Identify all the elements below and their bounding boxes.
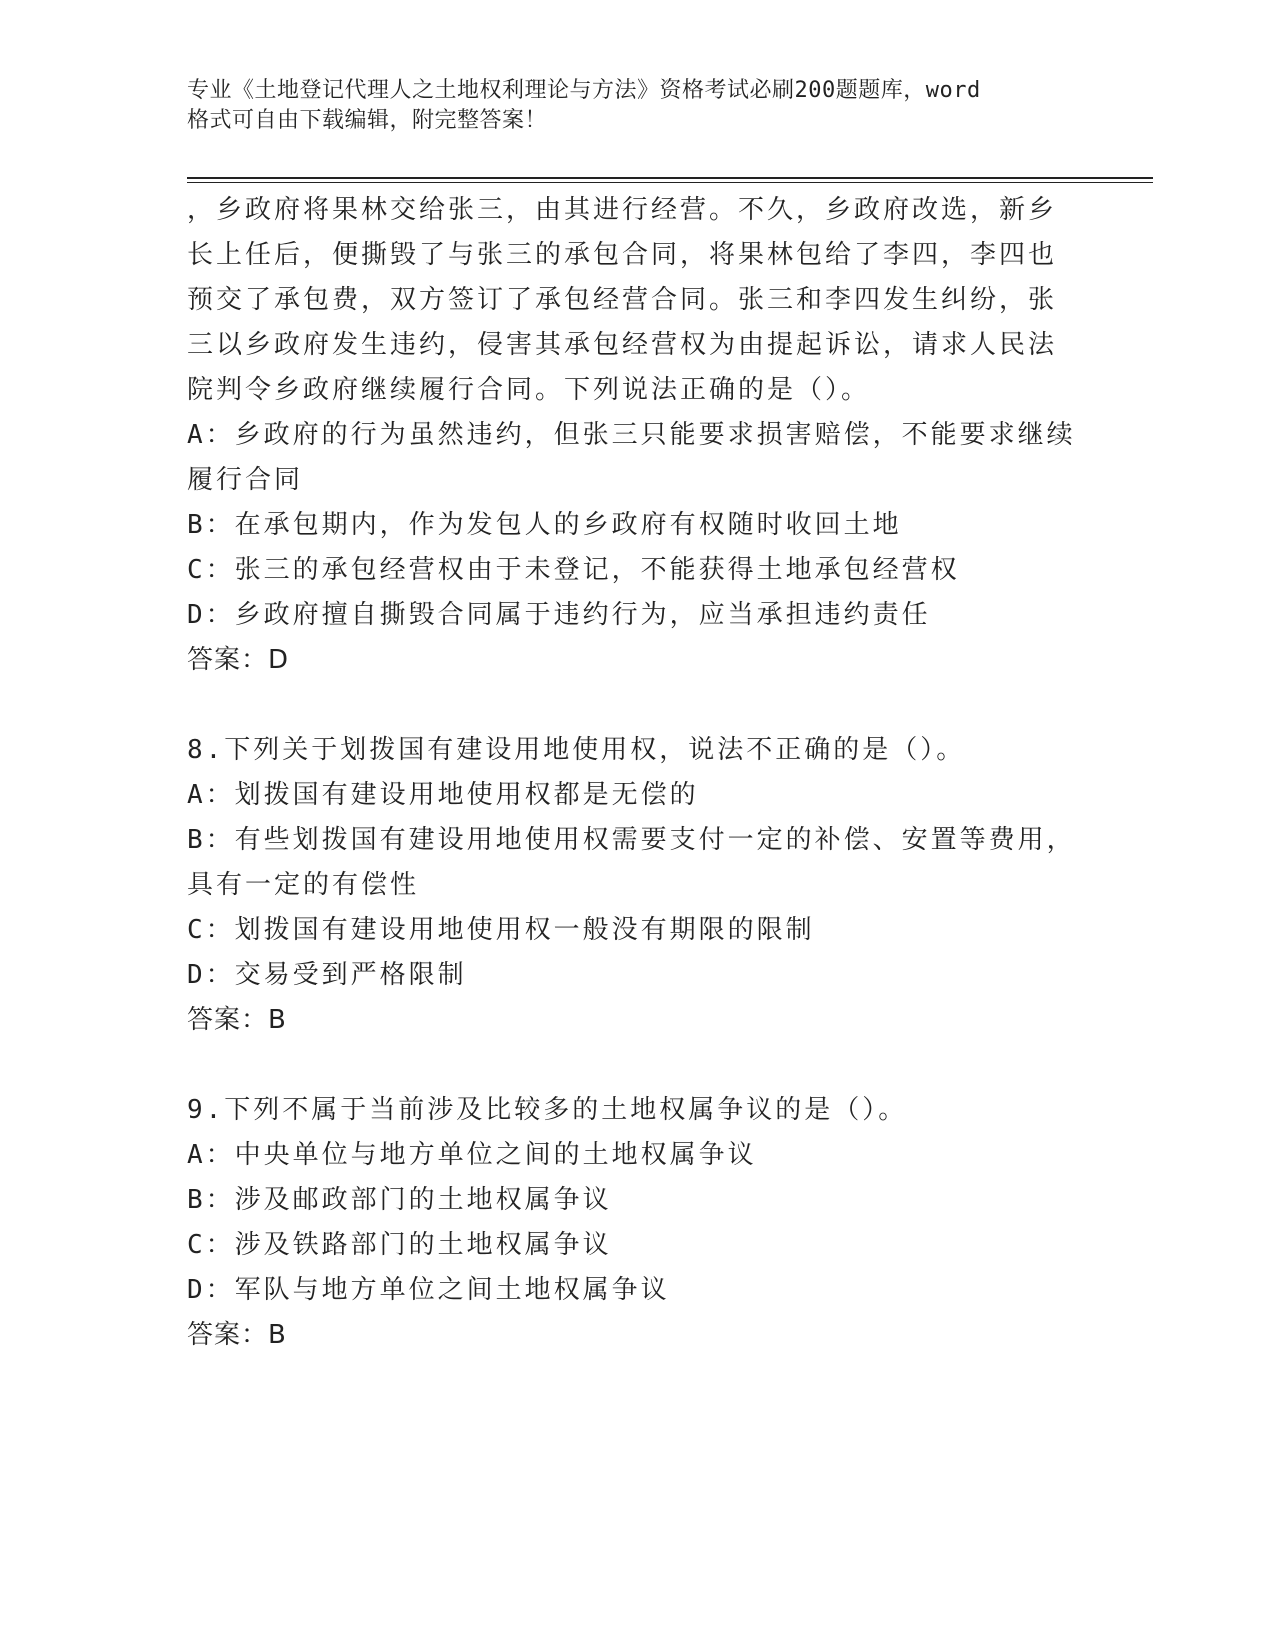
option-c: C：划拨国有建设用地使用权一般没有期限的限制 [187, 915, 815, 945]
option-b: B：在承包期内，作为发包人的乡政府有权随时收回土地 [187, 510, 902, 540]
question-stem: 9.下列不属于当前涉及比较多的土地权属争议的是（）。 [187, 1095, 908, 1125]
document-header [187, 76, 1067, 136]
question-8 [187, 728, 1087, 1043]
section-gap [187, 1043, 1087, 1088]
answer-label: 答案：B [187, 1320, 287, 1350]
option-a: A：中央单位与地方单位之间的土地权属争议 [187, 1140, 757, 1170]
option-c: C：张三的承包经营权由于未登记，不能获得土地承包经营权 [187, 555, 960, 585]
option-c: C：涉及铁路部门的土地权属争议 [187, 1230, 612, 1260]
option-a: A：划拨国有建设用地使用权都是无偿的 [187, 780, 699, 810]
question-stem-line: 长上任后，便撕毁了与张三的承包合同，将果林包给了李四，李四也 [187, 240, 1058, 270]
document-body [187, 188, 1087, 1358]
header-divider-thin [187, 182, 1153, 183]
option-a: A：乡政府的行为虽然违约，但张三只能要求损害赔偿，不能要求继续 [187, 420, 1076, 450]
question-stem-line: ，乡政府将果林交给张三，由其进行经营。不久，乡政府改选，新乡 [187, 195, 1058, 225]
question-stem-line: 预交了承包费，双方签订了承包经营合同。张三和李四发生纠纷，张 [187, 285, 1058, 315]
answer-label: 答案：B [187, 1005, 287, 1035]
option-d: D：乡政府擅自撕毁合同属于违约行为，应当承担违约责任 [187, 600, 931, 630]
question-stem-line: 三以乡政府发生违约，侵害其承包经营权为由提起诉讼，请求人民法 [187, 330, 1058, 360]
question-9 [187, 1088, 1087, 1358]
question-7 [187, 188, 1087, 683]
section-gap [187, 683, 1087, 728]
answer-label: 答案：D [187, 645, 290, 675]
header-divider-thick [187, 177, 1153, 179]
option-b: B：涉及邮政部门的土地权属争议 [187, 1185, 612, 1215]
question-stem: 8.下列关于划拨国有建设用地使用权，说法不正确的是（）。 [187, 735, 966, 765]
option-a-continued: 履行合同 [187, 465, 304, 495]
option-d: D：交易受到严格限制 [187, 960, 467, 990]
option-b: B：有些划拨国有建设用地使用权需要支付一定的补偿、安置等费用， [187, 825, 1076, 855]
header-line-1: 专业《土地登记代理人之土地权利理论与方法》资格考试必刷200题题库，word [187, 78, 981, 103]
option-d: D：军队与地方单位之间土地权属争议 [187, 1275, 670, 1305]
option-b-continued: 具有一定的有偿性 [187, 870, 420, 900]
header-line-2: 格式可自由下载编辑，附完整答案！ [187, 108, 548, 133]
question-stem-line: 院判令乡政府继续履行合同。下列说法正确的是（）。 [187, 375, 871, 405]
